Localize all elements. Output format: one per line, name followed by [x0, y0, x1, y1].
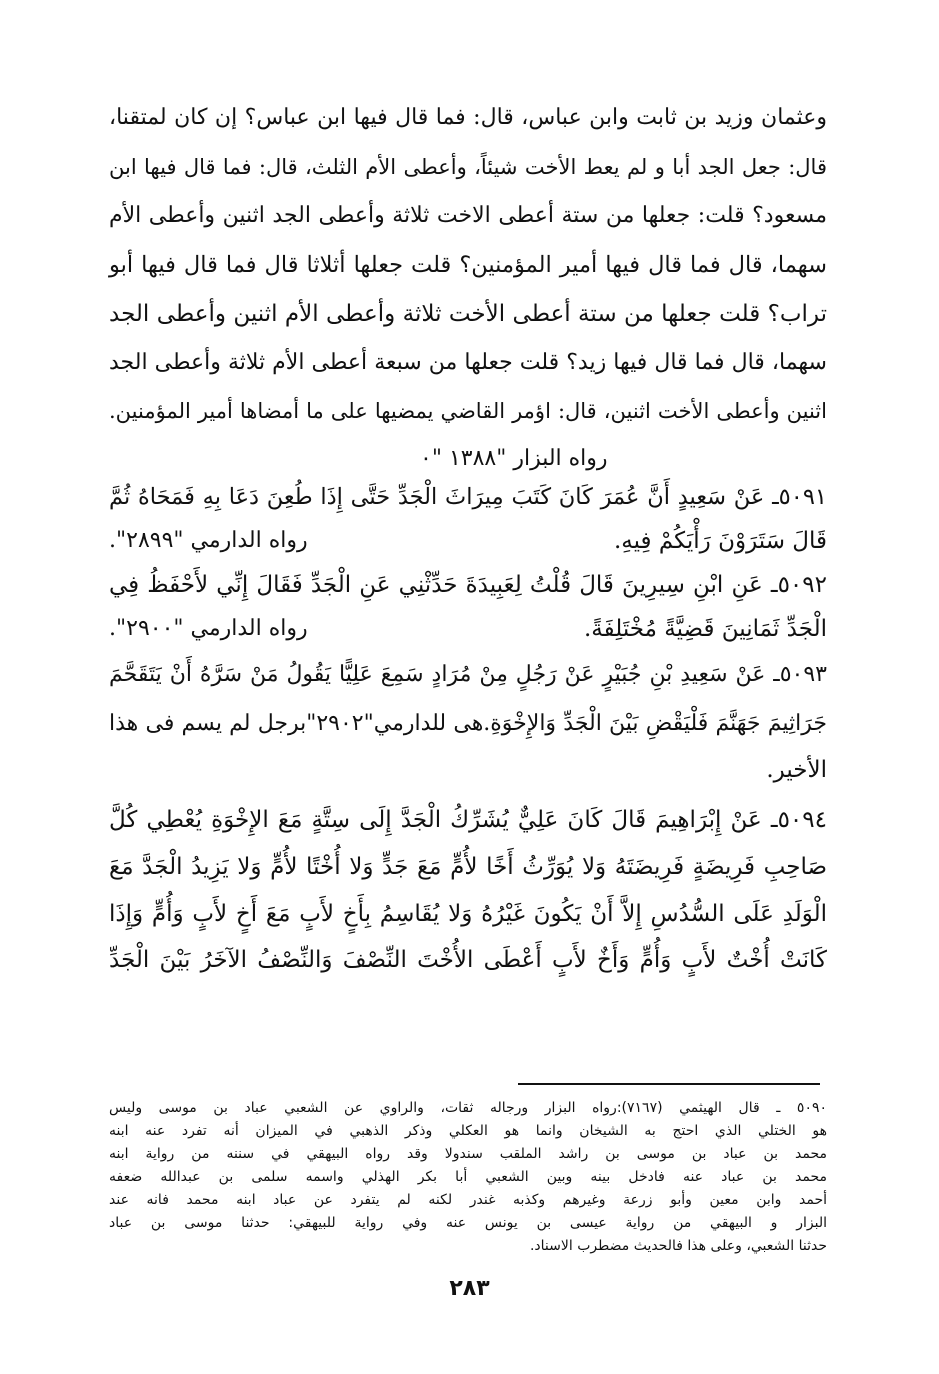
hadith-5093-line: الأخير.: [766, 757, 827, 783]
hadith-5094-line: ٥٠٩٤ـ عَنْ إِبْرَاهِيمَ قَالَ كَانَ عَلِيٌّ يُشَرِّكُ الْجَدَّ إِلَى سِتَّةٍ مَعَ الإِخْوَةِ يُعْطِي كُلَّ: [109, 807, 827, 833]
hadith-5092-text: الْجَدِّ ثَمَانِينَ قَضِيَّةً مُخْتَلِفَةً.: [583, 616, 827, 642]
hadith-5092-reference: رواه الدارمي "٢٩٠٠".: [109, 616, 308, 641]
text-line: سهما، قال فما قال فيها زيد؟ قلت جعلها من سبعة أعطى الأم ثلاثة وأعطى الجد: [109, 350, 827, 375]
footnote-line: حدثنا الشعبي، وعلى هذا فالحديث مضطرب الاسناد.: [529, 1238, 827, 1254]
hadith-5092-line-with-reference: [109, 612, 827, 646]
hadith-5091-line: ٥٠٩١ـ عَنْ سَعِيدٍ أَنَّ عُمَرَ كَانَ كَتَبَ مِيرَاثَ الْجَدِّ حَتَّى إِذَا طُعِنَ دَعَا بِهِ فَمَحَاهُ ثُمَّ: [109, 484, 827, 510]
attribution-5090: رواه البزار "١٣٨٨ "٠: [420, 446, 608, 471]
page-number: ٢٨٣: [449, 1276, 490, 1301]
hadith-5091-text: قَالَ سَتَرَوْنَ رَأْيَكُمْ فِيهِ.: [613, 528, 827, 554]
footnote-line: محمد بن عباد بن موسى بن راشد الملقب سندولا وقد رواه البيهقي في سننه من رواية ابنه: [109, 1146, 827, 1162]
footnote-line: البزار و البيهقي من رواية عيسى بن يونس عنه وفي رواية للبيهقي: حدثنا موسى بن عباد: [109, 1215, 827, 1231]
hadith-5094-line: صَاحِبِ فَرِيضَةٍ فَرِيضَتَهُ وَلا يُوَرِّثُ أَخًا لأُمٍّ مَعَ جَدٍّ وَلا أُخْتًا لأُمٍّ وَلا يَزِيدُ الْجَدَّ مَعَ: [109, 854, 827, 880]
hadith-5091-line-with-reference: [109, 524, 827, 558]
footnote-line: أحمد وابن معين وأبو زرعة وغيرهم وكذبه غندر لكنه لم يتفرد عن عباد ابنه محمد فانه عند: [109, 1192, 827, 1208]
text-line: قال: جعل الجد أبا و لم يعط الأخت شيئاً، وأعطى الأم الثلث، قال: فما قال فيها ابن: [109, 155, 827, 179]
hadith-5092-line: ٥٠٩٢ـ عَنِ ابْنِ سِيرِينَ قَالَ قُلْتُ لِعَبِيدَةَ حَدِّثْنِي عَنِ الْجَدِّ فَقَالَ إِنِّي لأَحْفَظُ فِي: [109, 572, 827, 598]
footnote-separator: [518, 1083, 820, 1085]
hadith-5093-line: ٥٠٩٣ـ عَنْ سَعِيدِ بْنِ جُبَيْرٍ عَنْ رَجُلٍ مِنْ مُرَادٍ سَمِعَ عَلِيًّا يَقُولُ مَنْ سَرَّهُ أَنْ يَتَقَحَّمَ: [109, 662, 827, 687]
hadith-5093-line: جَرَاثِيمَ جَهَنَّمَ فَلْيَقْضِ بَيْنَ الْجَدِّ وَالإِخْوَةِ.هى للدارمي"٢٩٠٢"برجل لم يسم فى هذا: [109, 711, 827, 736]
text-line: سهما، قال فما قال فيها أمير المؤمنين؟ قلت جعلها أثلاثا قال فما قال فيها أبو: [109, 252, 827, 278]
text-line: وعثمان وزيد بن ثابت وابن عباس، قال: فما قال فيها ابن عباس؟ إن كان لمتقنا،: [109, 105, 827, 130]
text-line: تراب؟ قلت جعلها من ستة أعطى الأخت ثلاثة وأعطى الأم اثنين وأعطى الجد: [109, 301, 827, 327]
hadith-5094-line: كَانَتْ أُخْتٌ لأَبٍ وَأُمٍّ وَأَخٌ لأَبٍ أَعْطَى الأُخْتَ النِّصْفَ وَالنِّصْفُ الآخَرُ بَيْنَ الْجَدِّ: [109, 947, 827, 973]
hadith-5091-reference: رواه الدارمي "٢٨٩٩".: [109, 528, 308, 553]
footnote-line: محمد بن عباد عنه فادخل بينه وبين الشعبي أبا بكر الهذلي واسمه سلمى بن عبدالله ضعفه: [109, 1169, 827, 1185]
text-line: اثنين وأعطى الأخت اثنين، قال: اؤمر القاضي يمضيها على ما أمضاها أمير المؤمنين.: [109, 399, 827, 423]
footnote-line: هو الختلي الذي احتج به الشيخان وانما هو العكلي وذكر الذهبي في الميزان أنه تفرد عنه ابنه: [109, 1123, 827, 1139]
footnote-line: ٥٠٩٠ ـ قال الهيثمي (٧١٦٧):رواه البزار ورجاله ثقات، والراوي عن الشعبي عباد بن موسى وليس: [109, 1100, 827, 1116]
text-line: مسعود؟ قلت: جعلها من ستة أعطى الاخت ثلاثة وأعطى الجد اثنين وأعطى الأم: [109, 203, 827, 228]
hadith-5094-line: الْوَلَدِ عَلَى السُّدُسِ إِلاَّ أَنْ يَكُونَ غَيْرُهُ وَلا يُقَاسِمُ بِأَخٍ لأَبٍ مَعَ أَخٍ لأَبٍ وَأُمٍّ وَإِذَا: [109, 901, 827, 927]
